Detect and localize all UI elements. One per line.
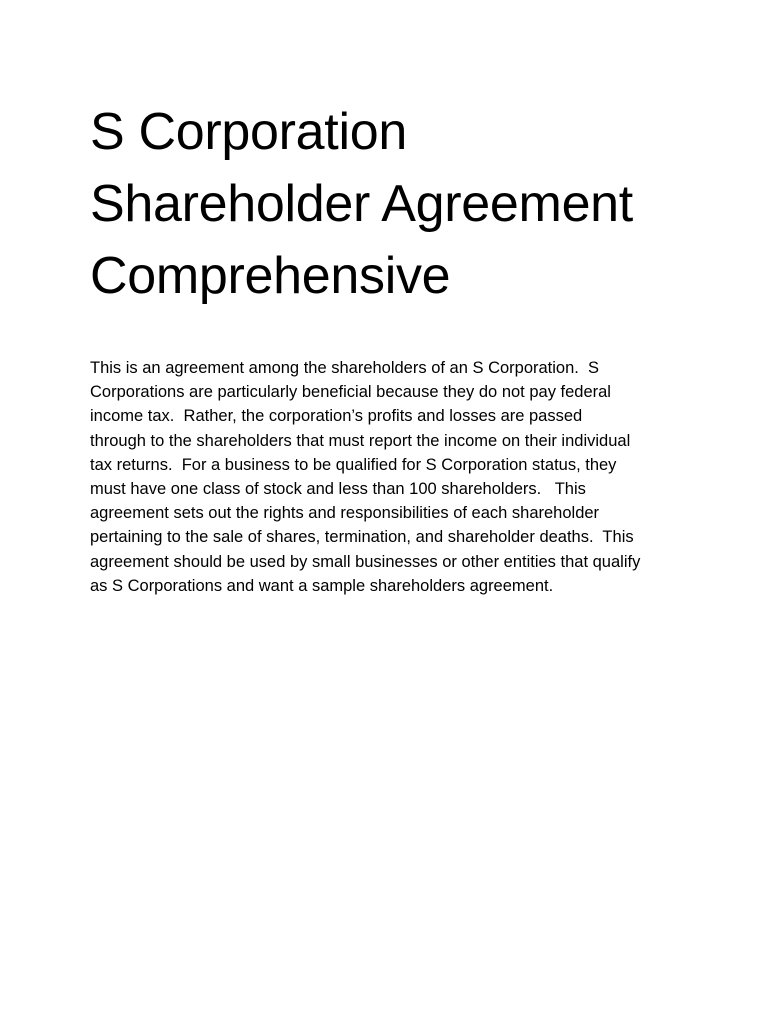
title-line-2: Shareholder Agreement xyxy=(90,175,633,233)
paragraph-line-9: agreement should be used by small businesses or other entities that qualify xyxy=(90,552,641,571)
paragraph-line-1: This is an agreement among the shareholders of an S Corporation. S xyxy=(90,359,600,377)
title-line-1: S Corporation xyxy=(90,103,407,161)
paragraph-line-3: income tax. Rather, the corporation’s profits and losses are passed xyxy=(90,407,583,426)
paragraph-line-6: must have one class of stock and less than 100 shareholders. This xyxy=(90,480,586,499)
title-line-3: Comprehensive xyxy=(90,247,451,305)
paragraph-line-5: tax returns. For a business to be qualified for S Corporation status, they xyxy=(90,455,617,474)
paragraph-line-2: Corporations are particularly beneficial because they do not pay federal xyxy=(90,383,611,402)
document-title xyxy=(90,96,633,312)
paragraph-line-7: agreement sets out the rights and responsibilities of each shareholder xyxy=(90,504,600,523)
description-paragraph xyxy=(90,356,640,598)
paragraph-line-8: pertaining to the sale of shares, termination, and shareholder deaths. This xyxy=(90,528,634,547)
paragraph-line-4: through to the shareholders that must report the income on their individual xyxy=(90,431,631,450)
paragraph-line-10: as S Corporations and want a sample shareholders agreement. xyxy=(90,576,554,595)
